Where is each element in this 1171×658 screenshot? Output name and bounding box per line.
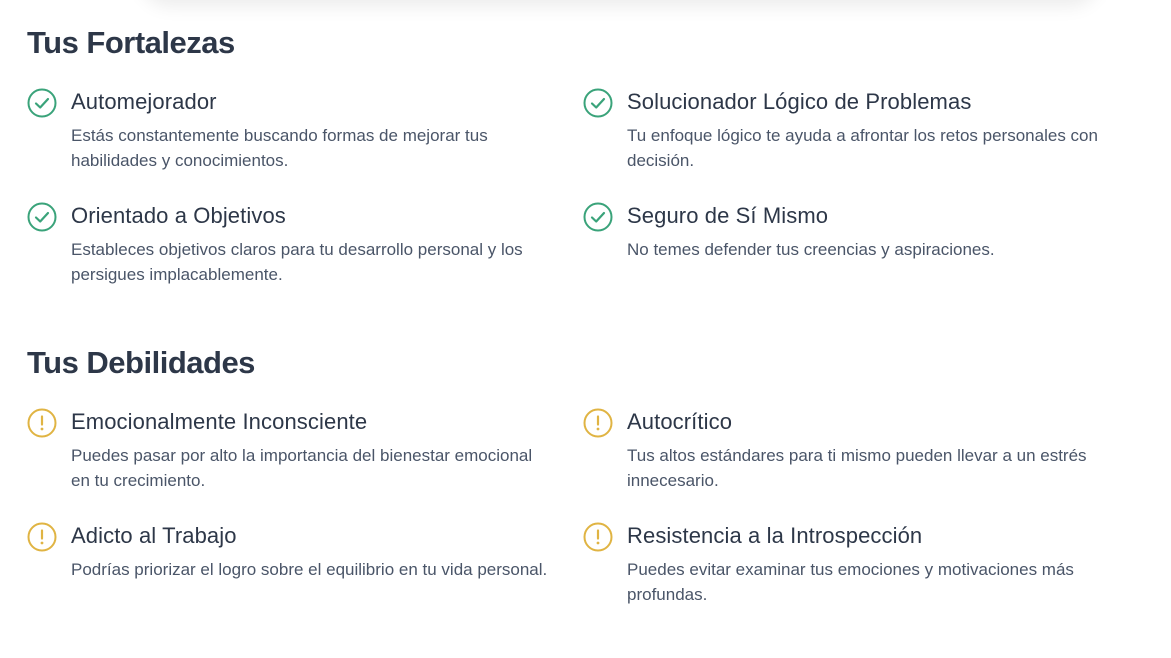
strength-item <box>583 201 1139 315</box>
weakness-item-desc: Puedes evitar examinar tus emociones y motivaciones más profundas. <box>627 560 1074 604</box>
strengths-section <box>27 24 1147 315</box>
weakness-item-desc: Podrías priorizar el logro sobre el equilibrio en tu vida personal. <box>71 560 548 579</box>
strength-item-title: Orientado a Objetivos <box>71 203 286 228</box>
weaknesses-grid <box>27 407 1147 635</box>
check-circle-icon <box>583 88 613 118</box>
check-circle-icon <box>583 202 613 232</box>
weakness-item-title: Autocrítico <box>627 409 733 434</box>
strength-item-desc: No temes defender tus creencias y aspiraciones. <box>627 240 995 259</box>
strength-item <box>583 87 1139 201</box>
exclamation-circle-icon <box>583 522 613 552</box>
weakness-item-title: Adicto al Trabajo <box>71 523 237 548</box>
exclamation-circle-icon <box>27 522 57 552</box>
weakness-item-title: Resistencia a la Introspección <box>627 523 923 548</box>
strength-item-desc: Tu enfoque lógico te ayuda a afrontar los retos personales con decisión. <box>627 126 1098 170</box>
exclamation-circle-icon <box>583 408 613 438</box>
strengths-title: Tus Fortalezas <box>27 25 235 60</box>
strengths-grid <box>27 87 1147 315</box>
weakness-item-desc: Puedes pasar por alto la importancia del bienestar emocional en tu crecimiento. <box>71 446 533 490</box>
strength-item-title: Seguro de Sí Mismo <box>627 203 829 228</box>
weakness-item <box>27 521 583 635</box>
strength-item <box>27 201 583 315</box>
weaknesses-section <box>27 344 1147 635</box>
exclamation-circle-icon <box>27 408 57 438</box>
strength-item-title: Automejorador <box>71 89 217 114</box>
strength-item <box>27 87 583 201</box>
check-circle-icon <box>27 88 57 118</box>
weaknesses-title: Tus Debilidades <box>27 345 255 380</box>
strength-item-desc: Estás constantemente buscando formas de mejorar tus habilidades y conocimientos. <box>71 126 488 170</box>
weakness-item <box>583 521 1139 635</box>
strength-item-desc: Estableces objetivos claros para tu desarrollo personal y los persigues implacablemente. <box>71 240 523 284</box>
weakness-item <box>583 407 1139 521</box>
weakness-item-desc: Tus altos estándares para ti mismo pueden llevar a un estrés innecesario. <box>627 446 1087 490</box>
strength-item-title: Solucionador Lógico de Problemas <box>627 89 972 114</box>
check-circle-icon <box>27 202 57 232</box>
weakness-item <box>27 407 583 521</box>
weakness-item-title: Emocionalmente Inconsciente <box>71 409 368 434</box>
